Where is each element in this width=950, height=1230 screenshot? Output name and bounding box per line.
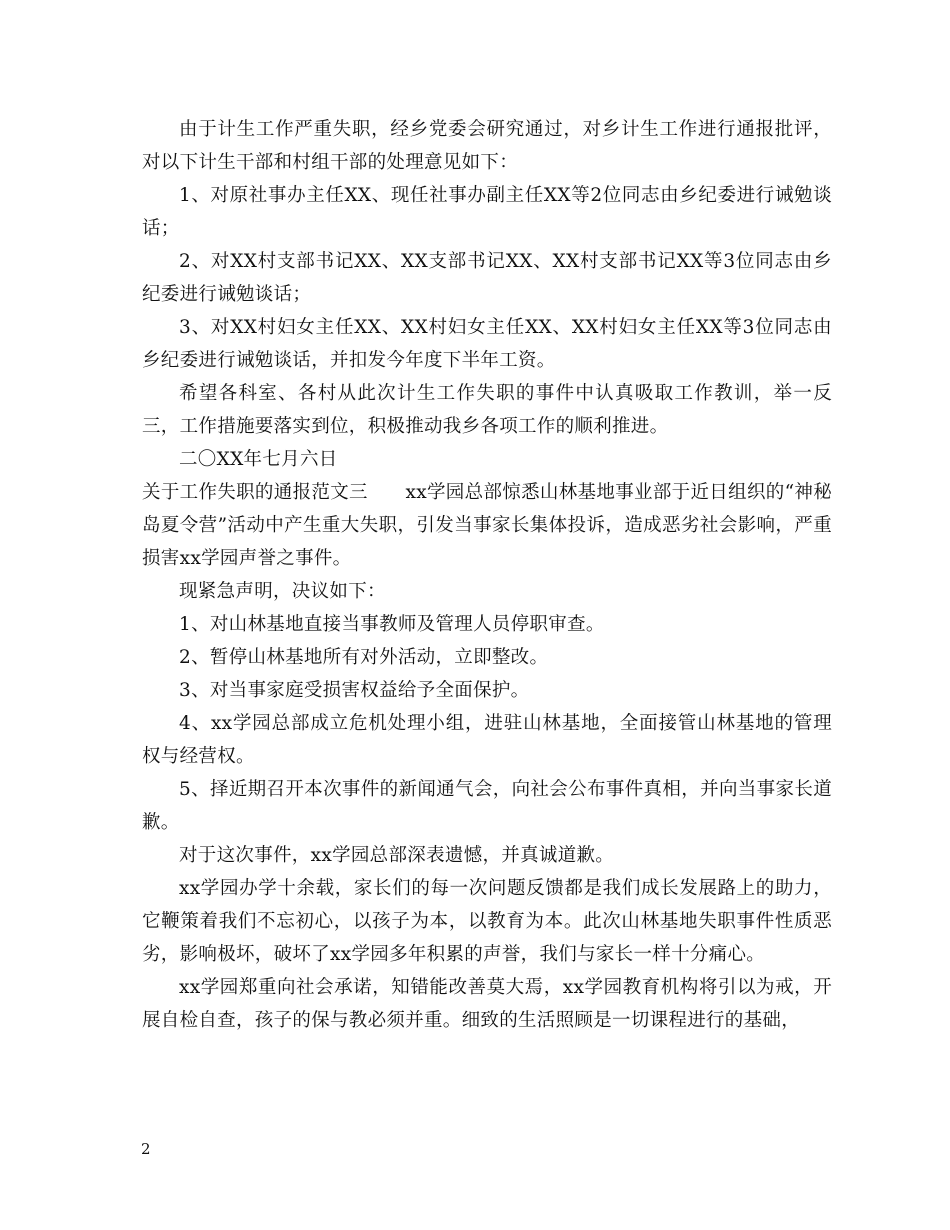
paragraph-item-1: 1、对原社事办主任XX、现任社事办副主任XX等2位同志由乡纪委进行诫勉谈话； [142,185,832,239]
document-body [142,113,832,1037]
paragraph-sample-three-title: 关于工作失职的通报范文三 xx学园总部惊悉山林基地事业部于近日组织的“神秘岛夏令营”活动中产生重大失职，引发当事家长集体投诉，造成恶劣社会影响，严重损害xx学园声誉之事件。 [142,482,832,569]
paragraph-commitment: xx学园郑重向社会承诺，知错能改善莫大焉，xx学园教育机构将引以为戒，开展自检自查，孩子的保与教必须并重。细致的生活照顾是一切课程进行的基础， [142,977,832,1031]
paragraph-resolution-2: 2、暂停山林基地所有对外活动，立即整改。 [179,647,549,668]
paragraph-item-2: 2、对XX村支部书记XX、XX支部书记XX、XX村支部书记XX等3位同志由乡纪委进行诫勉谈话； [142,251,832,305]
paragraph-date: 二〇XX年七月六日 [179,449,338,470]
paragraph-notice-intro: 由于计生工作严重失职，经乡党委会研究通过，对乡计生工作进行通报批评，对以下计生干部和村组干部的处理意见如下： [142,119,832,173]
page-number: 2 [141,1140,151,1158]
paragraph-hope: 希望各科室、各村从此次计生工作失职的事件中认真吸取工作教训，举一反三，工作措施要落实到位，积极推动我乡各项工作的顺利推进。 [142,383,832,437]
paragraph-resolution-1: 1、对山林基地直接当事教师及管理人员停职审查。 [179,614,605,635]
paragraph-item-3: 3、对XX村妇女主任XX、XX村妇女主任XX、XX村妇女主任XX等3位同志由乡纪委进行诫勉谈话，并扣发今年度下半年工资。 [142,317,832,371]
paragraph-resolution-3: 3、对当事家庭受损害权益给予全面保护。 [179,680,530,701]
paragraph-apology: 对于这次事件，xx学园总部深表遗憾，并真诚道歉。 [179,845,615,866]
paragraph-resolution-5: 5、择近期召开本次事件的新闻通气会，向社会公布事件真相，并向当事家长道歉。 [142,779,832,833]
paragraph-history: xx学园办学十余载，家长们的每一次问题反馈都是我们成长发展路上的助力，它鞭策着我们不忘初心，以孩子为本，以教育为本。此次山林基地失职事件性质恶劣，影响极坏，破坏了xx学园多年积累的声誉，我们与家长一样十分痛心。 [142,878,832,965]
paragraph-statement: 现紧急声明，决议如下： [179,581,386,602]
paragraph-resolution-4: 4、xx学园总部成立危机处理小组，进驻山林基地，全面接管山林基地的管理权与经营权。 [142,713,832,767]
